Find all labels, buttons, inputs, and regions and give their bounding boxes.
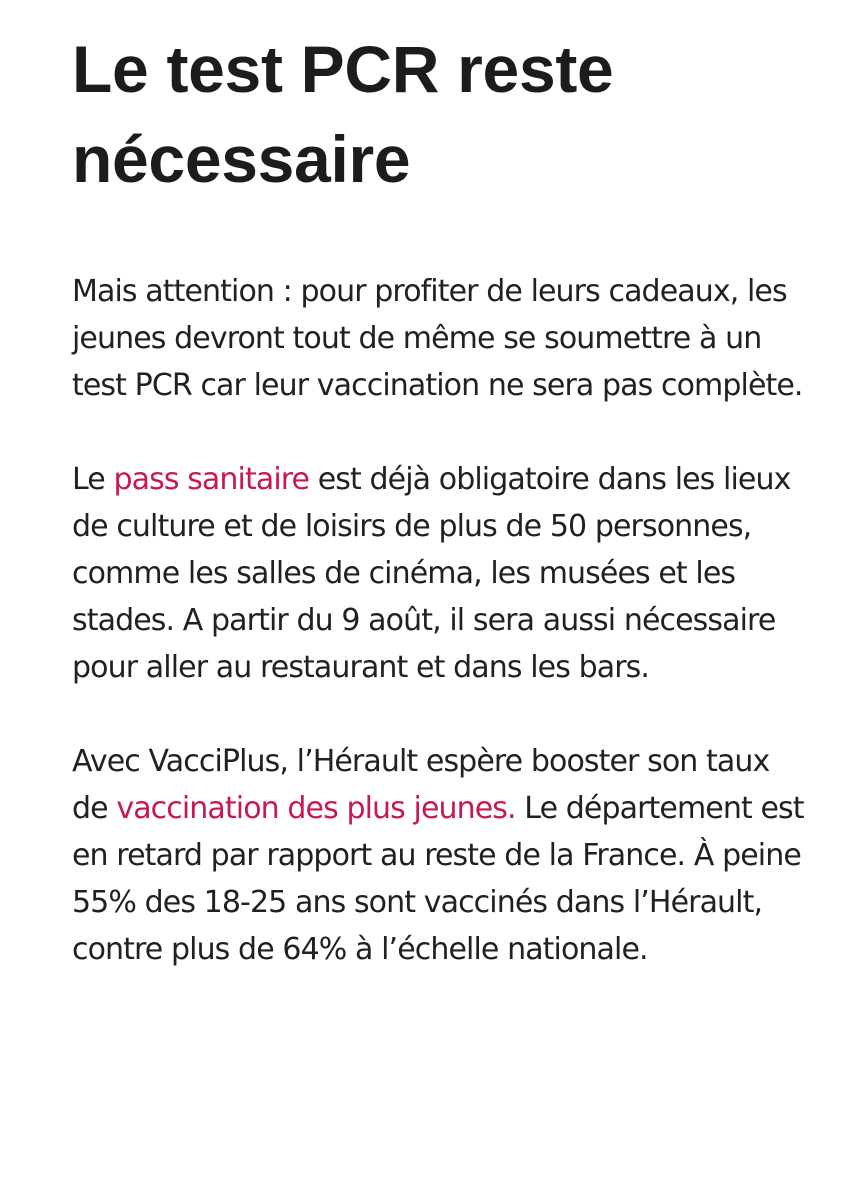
article-heading: Le test PCR reste nécessaire xyxy=(72,32,614,196)
pass-sanitaire-link[interactable]: pass sanitaire xyxy=(113,462,310,497)
paragraph-pcr-warning xyxy=(72,268,812,409)
paragraph-text-after: Le département est en retard par rapport au reste de la France. À peine 55% des 18-25 ans sont vaccinés dans l’Hérault, contre plus de 64% à l’échelle nationale. xyxy=(72,791,804,967)
vaccination-jeunes-link[interactable]: vaccination des plus jeunes. xyxy=(116,791,516,826)
paragraph-text-after: est déjà obligatoire dans les lieux de culture et de loisirs de plus de 50 personnes, comme les salles de cinéma, les musées et les stades. A partir du 9 août, il sera aussi nécessaire pour aller au restaurant et dans les bars. xyxy=(72,462,791,685)
paragraph-text-before: Le xyxy=(72,462,114,497)
paragraph-text-before: Avec VacciPlus, l’Hérault espère booster son taux de xyxy=(72,744,770,826)
paragraph-vacciplus xyxy=(72,738,812,973)
paragraph-text: Mais attention : pour profiter de leurs cadeaux, les jeunes devront tout de même se soumettre à un test PCR car leur vaccination ne sera pas complète. xyxy=(72,274,803,403)
article-body xyxy=(72,0,812,973)
paragraph-pass-sanitaire xyxy=(72,456,812,691)
